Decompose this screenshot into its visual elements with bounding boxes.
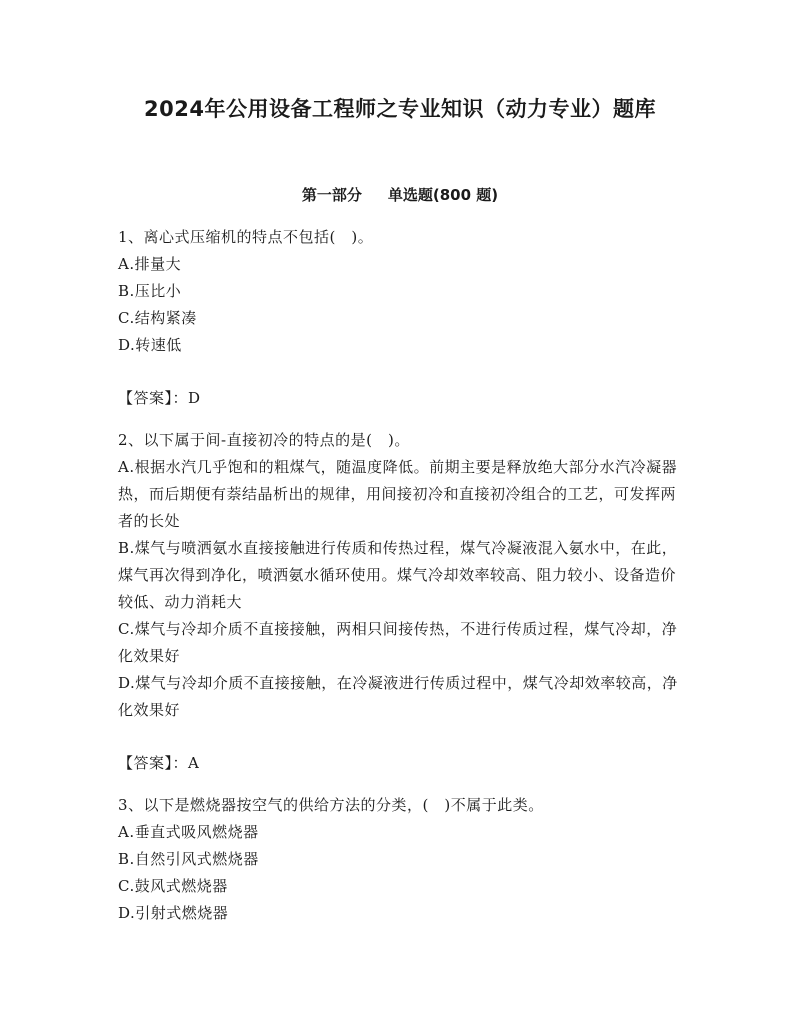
answer-line [118, 385, 683, 412]
answer-label: 【答案】： [118, 754, 189, 772]
spacer [118, 359, 683, 385]
option-c: C.煤气与冷却介质不直接接触，两相只间接传热，不进行传质过程，煤气冷却，净化效果好 [118, 620, 678, 665]
question-stem: 3、以下是燃烧器按空气的供给方法的分类，( )不属于此类。 [118, 796, 544, 814]
option-a: A.垂直式吸风燃烧器 [118, 823, 259, 841]
question-stem: 2、以下属于间-直接初冷的特点的是( )。 [118, 431, 410, 449]
section-heading [0, 183, 800, 207]
document-title: 2024年公用设备工程师之专业知识（动力专业）题库 [144, 97, 656, 121]
question-2 [118, 427, 683, 777]
answer-label: 【答案】： [118, 389, 189, 407]
option-a: A.根据水汽几乎饱和的粗煤气，随温度降低。前期主要是释放绝大部分水汽冷凝器热，而后期便有萘结晶析出的规律，用间接初冷和直接初冷组合的工艺，可发挥两者的长处 [118, 458, 678, 530]
question-3 [118, 792, 683, 927]
option-b: B.自然引风式燃烧器 [118, 850, 259, 868]
answer-value: A [188, 754, 200, 772]
section-name: 单选题(800 题) [387, 186, 499, 204]
option-d: D.转速低 [118, 336, 182, 354]
answer-line [118, 750, 683, 777]
answer-value: D [188, 389, 201, 407]
option-b: B.压比小 [118, 282, 182, 300]
option-a: A.排量大 [118, 255, 182, 273]
spacer [118, 412, 683, 427]
spacer [118, 777, 683, 792]
question-list [118, 224, 683, 927]
question-stem: 1、离心式压缩机的特点不包括( )。 [118, 228, 374, 246]
question-1 [118, 224, 683, 412]
option-c: C.结构紧凑 [118, 309, 197, 327]
section-part: 第一部分 [301, 186, 362, 204]
spacer [118, 724, 683, 750]
option-d: D.煤气与冷却介质不直接接触，在冷凝液进行传质过程中，煤气冷却效率较高，净化效果好 [118, 674, 678, 719]
option-b: B.煤气与喷洒氨水直接接触进行传质和传热过程，煤气冷凝液混入氨水中，在此，煤气再次得到净化，喷洒氨水循环使用。煤气冷却效率较高、阻力较小、设备造价较低、动力消耗大 [118, 539, 678, 611]
option-d: D.引射式燃烧器 [118, 904, 229, 922]
option-c: C.鼓风式燃烧器 [118, 877, 228, 895]
